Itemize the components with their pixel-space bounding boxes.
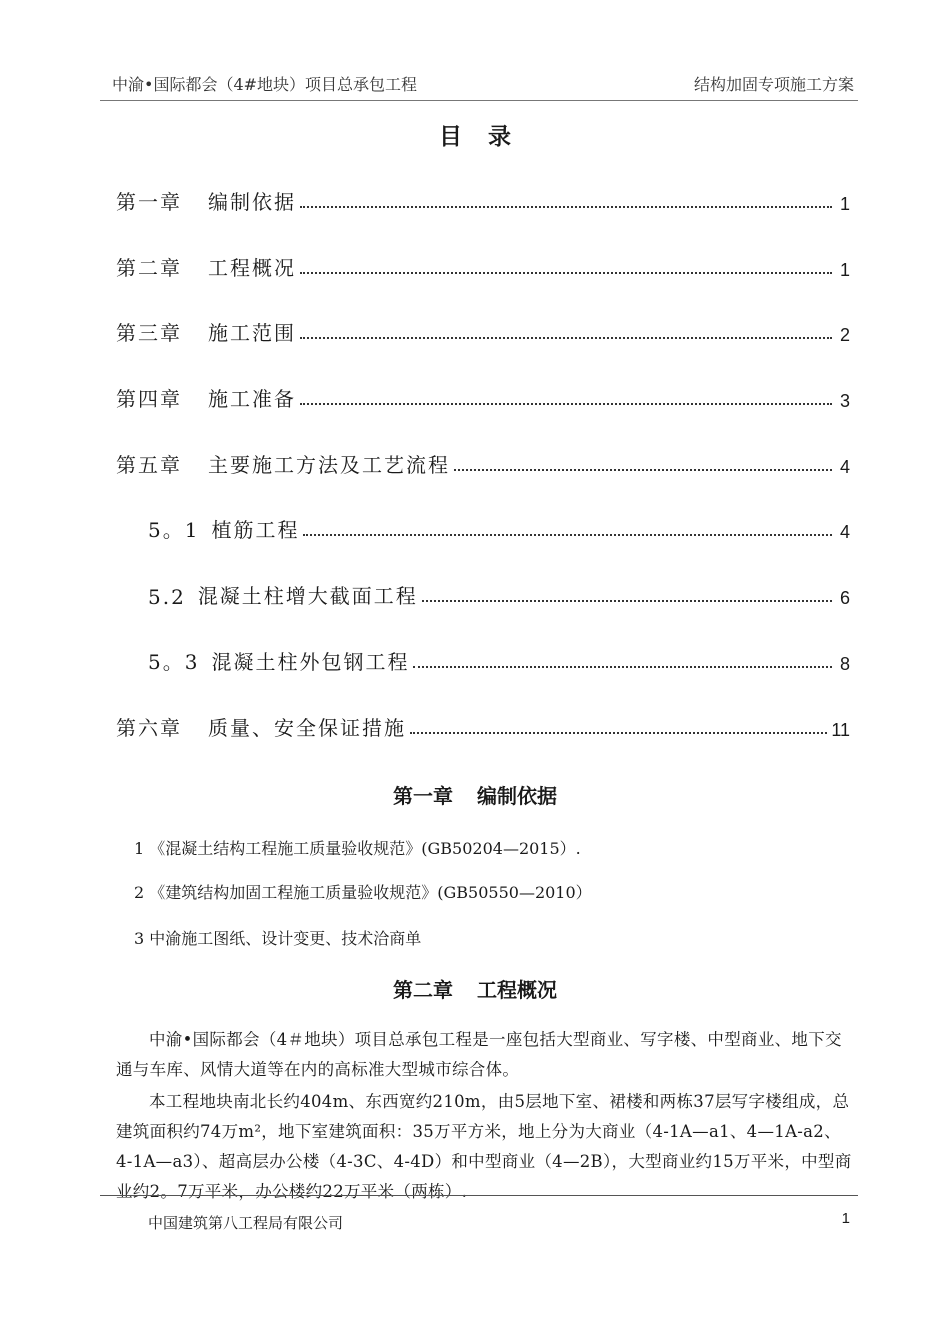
toc-leader-dots <box>422 600 832 602</box>
toc-entry-title: 质量、安全保证措施 <box>208 716 406 740</box>
chapter-number: 第一章 <box>393 784 453 808</box>
chapter-2-heading <box>0 974 950 1003</box>
toc-entry-number: 5。1 <box>148 518 200 542</box>
toc-entry-page: 4 <box>839 522 850 542</box>
toc-leader-dots <box>300 272 832 274</box>
toc-entry-title: 混凝土柱增大截面工程 <box>197 584 418 608</box>
toc-entry-page: 3 <box>839 391 850 411</box>
toc-entry-title: 植筋工程 <box>211 518 300 542</box>
footer-page-number: 1 <box>841 1210 850 1227</box>
toc-entry-title: 工程概况 <box>208 256 296 280</box>
toc-leader-dots <box>300 337 832 339</box>
toc-subentry[interactable] <box>148 579 850 609</box>
toc-entry-title: 施工准备 <box>208 387 296 411</box>
reference-item: 1 《混凝土结构工程施工质量验收规范》(GB50204—2015）. <box>134 839 581 858</box>
toc-entry[interactable] <box>116 448 850 478</box>
header-project-title: 中渝•国际都会（4#地块）项目总承包工程 <box>112 75 418 94</box>
toc-entry-number: 5。3 <box>148 650 200 674</box>
toc-entry-number: 第二章 <box>116 256 182 280</box>
chapter-title: 工程概况 <box>477 978 557 1002</box>
toc-leader-dots <box>454 469 832 471</box>
toc-entry-number: 5.2 <box>148 585 186 609</box>
toc-entry-page: 2 <box>839 325 850 345</box>
toc-entry-title: 主要施工方法及工艺流程 <box>208 453 450 477</box>
chapter-title: 编制依据 <box>477 784 557 808</box>
toc-title-char-1: 目 <box>439 124 462 150</box>
header-document-title: 结构加固专项施工方案 <box>693 75 854 94</box>
toc-subentry[interactable] <box>148 645 850 675</box>
toc-entry-page: 1 <box>839 260 850 280</box>
chapter-number: 第二章 <box>393 978 453 1002</box>
toc-title <box>0 118 950 151</box>
chapter-1-heading <box>0 780 950 809</box>
toc-entry-page: 4 <box>839 457 850 477</box>
toc-entry-number: 第六章 <box>116 716 182 740</box>
toc-entry[interactable] <box>116 185 850 215</box>
toc-entry-title: 混凝土柱外包钢工程 <box>211 650 410 674</box>
toc-entry-page: 8 <box>839 654 850 674</box>
reference-item: 2 《建筑结构加固工程施工质量验收规范》(GB50550—2010） <box>134 883 592 902</box>
toc-leader-dots <box>413 666 832 668</box>
toc-title-char-2: 录 <box>488 124 511 150</box>
reference-item: 3 中渝施工图纸、设计变更、技术洽商单 <box>134 929 422 948</box>
toc-entry-number: 第四章 <box>116 387 182 411</box>
body-paragraph: 本工程地块南北长约404m、东西宽约210m，由5层地下室、裙楼和两栋37层写字楼组成，总建筑面积约74万m²，地下室建筑面积：35万平方米，地上分为大商业（4-1A—a1、4—1A-a2、4-1A—a3）、超高层办公楼（4-3C、4-4D）和中型商业（4—2B），大型商业约15万平米，中型商业约2。7万平米，办公楼约22万平米（两栋）. <box>116 1092 852 1201</box>
toc-leader-dots <box>410 732 827 734</box>
toc-entry-page: 11 <box>831 720 850 740</box>
footer-divider <box>100 1195 858 1196</box>
toc-entry[interactable] <box>116 711 850 741</box>
toc-entry[interactable] <box>116 251 850 281</box>
toc-entry[interactable] <box>116 382 850 412</box>
body-paragraph: 中渝•国际都会（4＃地块）项目总承包工程是一座包括大型商业、写字楼、中型商业、地下交通与车库、风情大道等在内的高标准大型城市综合体。 <box>116 1030 842 1079</box>
footer-company: 中国建筑第八工程局有限公司 <box>148 1214 344 1232</box>
toc-leader-dots <box>300 403 832 405</box>
toc-entry[interactable] <box>116 316 850 346</box>
toc-leader-dots <box>303 534 832 536</box>
toc-subentry[interactable] <box>148 513 850 543</box>
toc-entry-page: 6 <box>839 588 850 608</box>
toc-entry-title: 施工范围 <box>208 321 296 345</box>
toc-entry-page: 1 <box>839 194 850 214</box>
toc-entry-number: 第一章 <box>116 190 182 214</box>
toc-leader-dots <box>300 206 832 208</box>
toc-entry-number: 第三章 <box>116 321 182 345</box>
header-divider <box>100 100 858 101</box>
toc-entry-number: 第五章 <box>116 453 182 477</box>
toc-entry-title: 编制依据 <box>208 190 296 214</box>
